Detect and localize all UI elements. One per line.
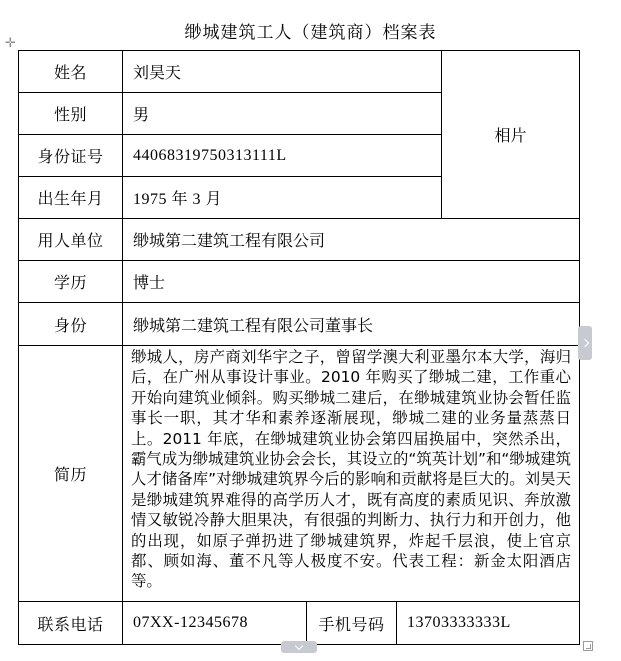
mobile-value[interactable]: 13703333333L xyxy=(397,602,580,645)
identity-label: 身份 xyxy=(19,303,123,346)
birth-value[interactable]: 1975 年 3 月 xyxy=(123,177,442,219)
resize-corner-icon[interactable] xyxy=(583,641,593,651)
phone-value[interactable]: 07XX-12345678 xyxy=(123,602,307,645)
table-row xyxy=(19,51,580,93)
resume-label: 简历 xyxy=(19,346,123,602)
phone-label: 联系电话 xyxy=(19,602,123,645)
employer-label: 用人单位 xyxy=(19,219,123,261)
education-value[interactable]: 博士 xyxy=(123,261,580,303)
mobile-label: 手机号码 xyxy=(307,602,397,645)
gender-label: 性别 xyxy=(19,93,123,135)
table-row xyxy=(19,261,580,303)
name-label: 姓名 xyxy=(19,51,123,93)
education-label: 学历 xyxy=(19,261,123,303)
plus-move-icon[interactable]: ✛ xyxy=(5,36,16,51)
table-row xyxy=(19,303,580,346)
photo-cell[interactable]: 相片 xyxy=(442,51,580,219)
employer-value[interactable]: 缈城第二建筑工程有限公司 xyxy=(123,219,580,261)
identity-value[interactable]: 缈城第二建筑工程有限公司董事长 xyxy=(123,303,580,346)
birth-label: 出生年月 xyxy=(19,177,123,219)
id-number-label: 身份证号 xyxy=(19,135,123,177)
resume-cell[interactable] xyxy=(123,346,580,602)
table-row xyxy=(19,346,580,602)
id-number-value[interactable]: 44068319750313111L xyxy=(123,135,442,177)
document-title: 缈城建筑工人（建筑商）档案表 xyxy=(184,23,437,43)
archive-table xyxy=(18,50,580,645)
resume-text: 缈城人，房产商刘华宇之子，曾留学澳大利亚墨尔本大学，海归后，在广州从事设计事业。2010 年购买了缈城二建，工作重心开始向建筑业倾斜。购买缈城二建后，在缈城建筑业协会暂任监事长一职，其才华和素养逐渐展现，缈城二建的业务量蒸蒸日上。2011 年底，在缈城建筑业协会第四届换届中，突然杀出，霸气成为缈城建筑业协会会长，其设立的“筑英计划”和“缈城建筑人才储备库”对缈城建筑界今后的影响和贡献将是巨大的。刘昊天是缈城建筑界难得的高学历人才，既有高度的素质见识、奔放激情又敏锐冷静大胆果决，有很强的判断力、执行力和开创力，他的出现，如原子弹扔进了缈城建筑界，炸起千层浪，使上官京都、顾如海、董不凡等人极度不安。代表工程：新金太阳酒店等。 xyxy=(131,348,571,591)
gender-value[interactable]: 男 xyxy=(123,93,442,135)
table-row xyxy=(19,602,580,645)
chevron-down-icon[interactable] xyxy=(281,641,317,653)
chevron-right-icon[interactable] xyxy=(578,326,592,360)
name-value[interactable]: 刘昊天 xyxy=(123,51,442,93)
table-row xyxy=(19,219,580,261)
